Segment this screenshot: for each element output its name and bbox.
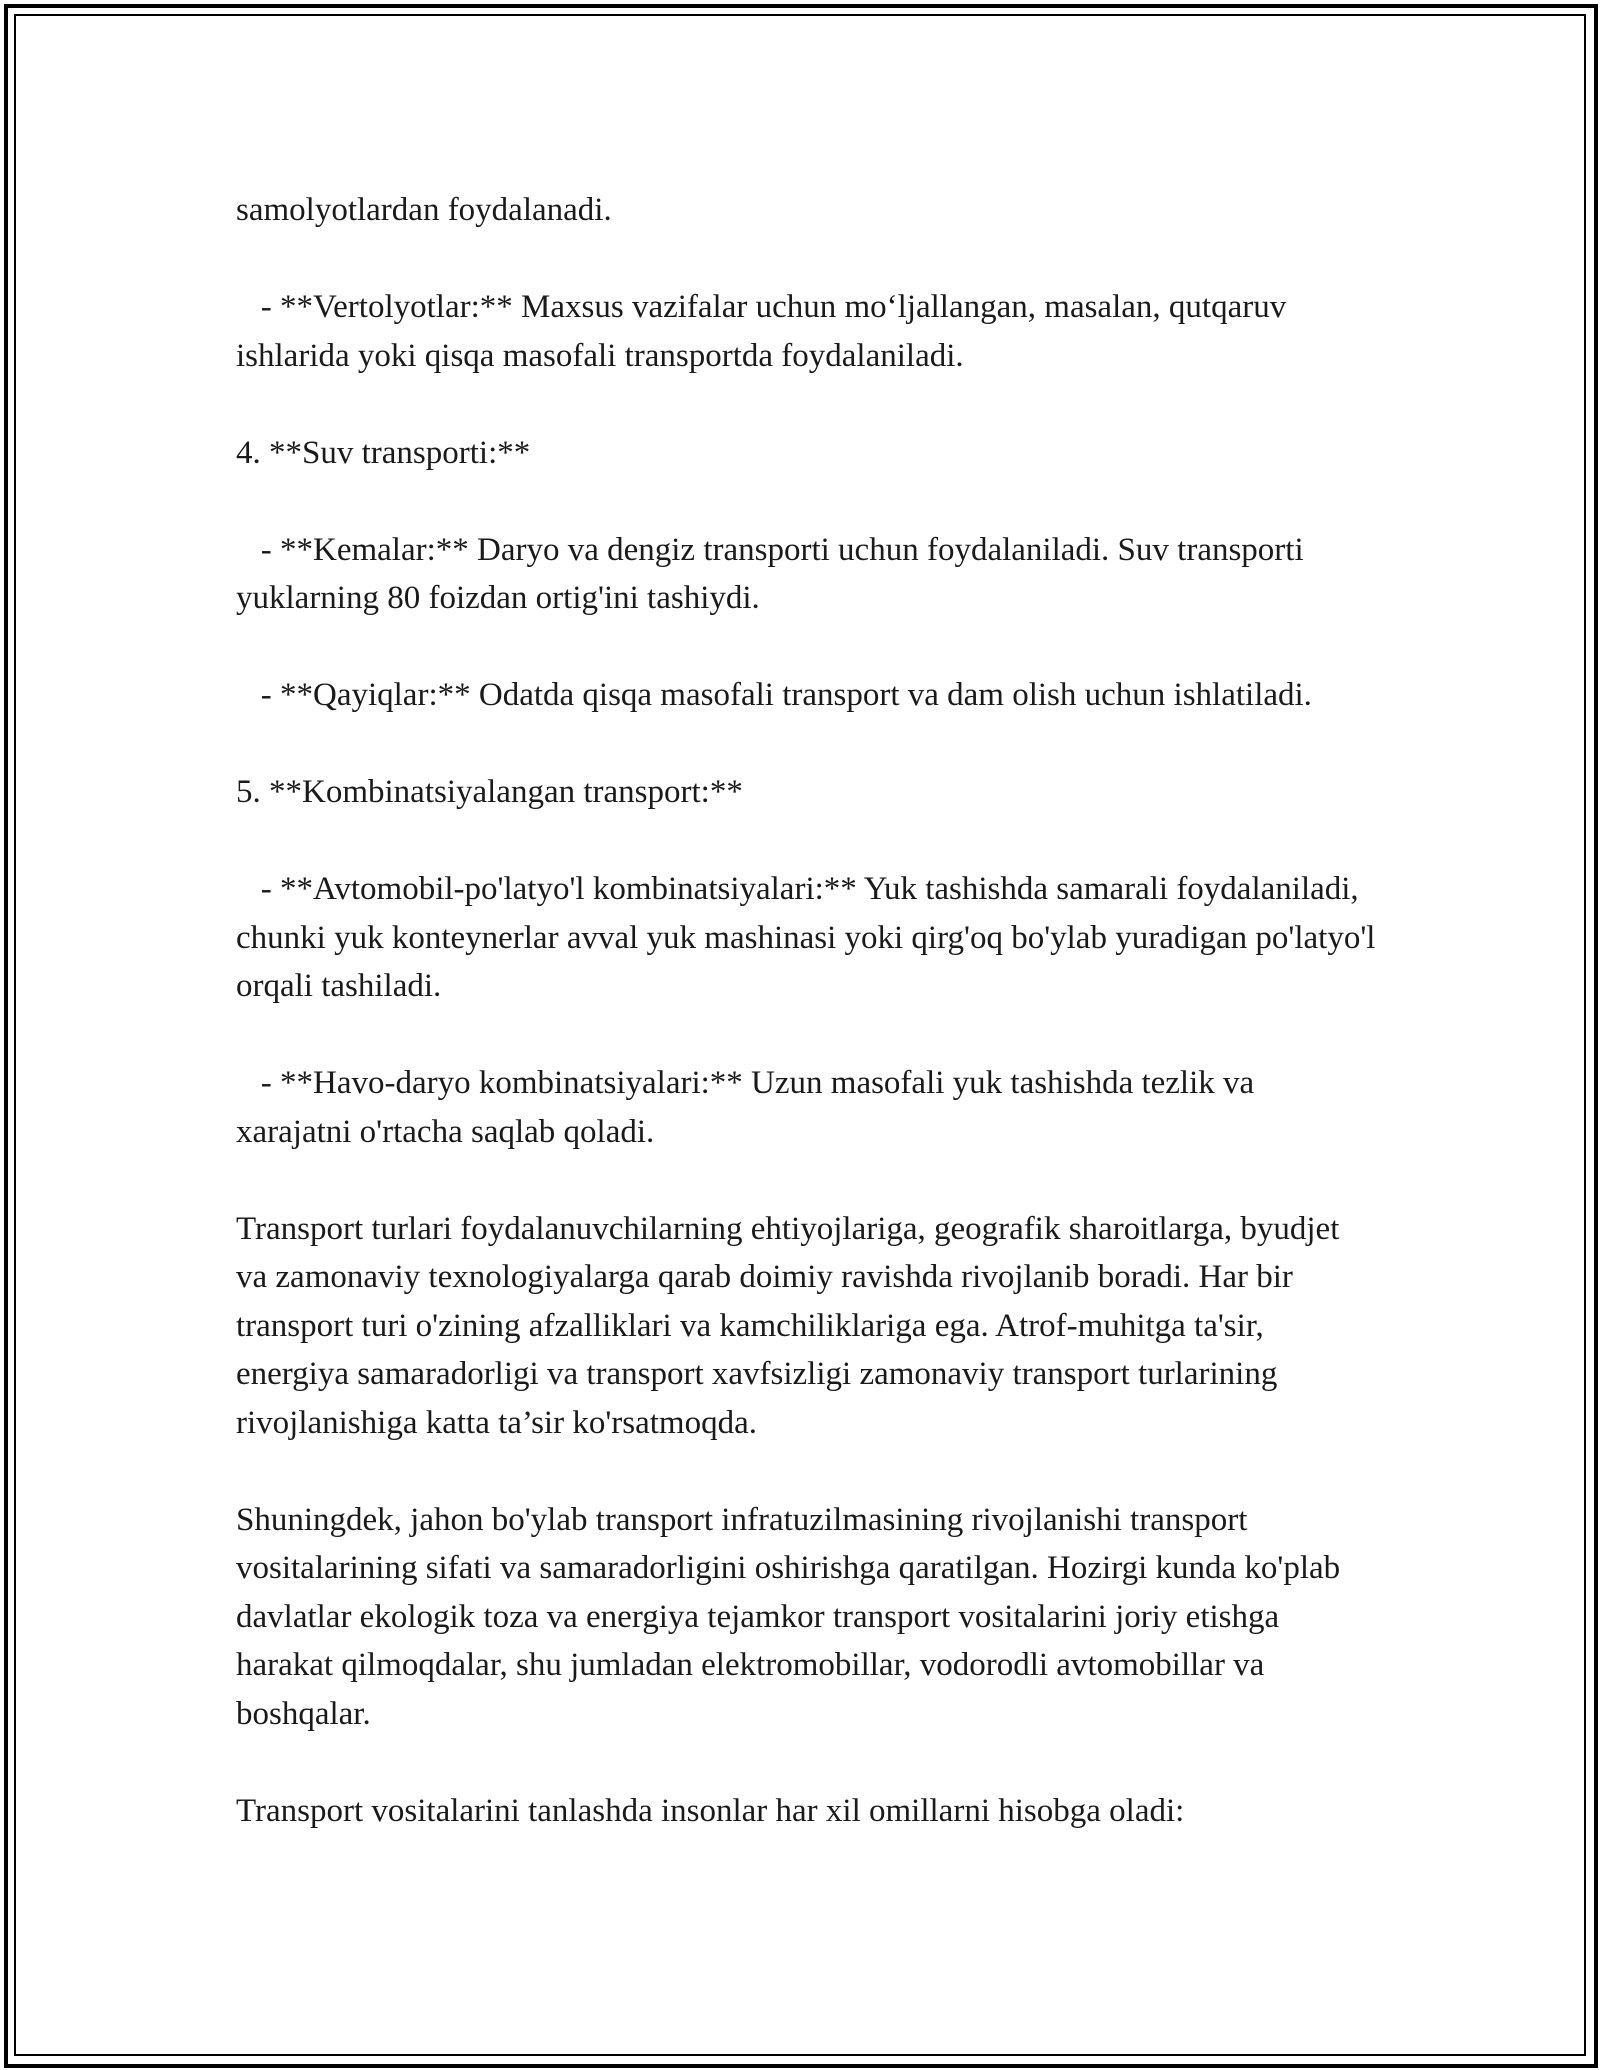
paragraph: Transport vositalarini tanlashda insonlar har xil omillarni hisobga oladi: — [236, 1792, 1185, 1829]
list-item-havo-daryo: - **Havo-daryo kombinatsiyalari:** Uzun masofali yuk tashishda tezlik va xarajatni o'rtacha saqlab qoladi. — [236, 1065, 1263, 1150]
list-item-kemalar: - **Kemalar:** Daryo va dengiz transporti uchun foydalaniladi. Suv transporti yuklarning 80 foizdan ortig'ini tashiydi. — [236, 531, 1312, 616]
document-body — [236, 186, 1384, 1835]
paragraph: samolyotlardan foydalanadi. — [236, 192, 612, 228]
paragraph: Transport turlari foydalanuvchilarning ehtiyojlariga, geografik sharoitlarga, byudjet va zamonaviy texnologiyalarga qarab doimiy ravishda rivojlanib boradi. Har bir transport turi o'zining afzalliklari va kamchiliklariga ega. Atrof-muhitga ta'sir, energiya samaradorligi va transport xavfsizligi zamonaviy transport turlarining rivojlanishiga katta ta’sir ko'rsatmoqda. — [236, 1210, 1348, 1441]
list-item-avtomobil-polatyol: - **Avtomobil-po'latyo'l kombinatsiyalari:** Yuk tashishda samarali foydalaniladi, chunki yuk konteynerlar avval yuk mashinasi yoki qirg'oq bo'ylab yuradigan po'latyo'l orqali tashiladi. — [236, 871, 1384, 1004]
section-heading-kombinatsiyalangan-transport: 5. **Kombinatsiyalangan transport:** — [236, 774, 743, 810]
list-item-qayiqlar: - **Qayiqlar:** Odatda qisqa masofali transport va dam olish uchun ishlatiladi. — [236, 677, 1312, 713]
section-heading-suv-transporti: 4. **Suv transporti:** — [236, 434, 531, 471]
paragraph: Shuningdek, jahon bo'ylab transport infratuzilmasining rivojlanishi transport vositalarining sifati va samaradorligini oshirishga qaratilgan. Hozirgi kunda ko'plab davlatlar ekologik toza va energiya tejamkor transport vositalarini joriy etishga harakat qilmoqdalar, shu jumladan elektromobillar, vodorodli avtomobillar va boshqalar. — [236, 1501, 1349, 1732]
list-item-vertolyotlar: - **Vertolyotlar:** Maxsus vazifalar uchun mo‘ljallangan, masalan, qutqaruv ishlarida yoki qisqa masofali transportda foydalaniladi. — [236, 289, 1295, 374]
